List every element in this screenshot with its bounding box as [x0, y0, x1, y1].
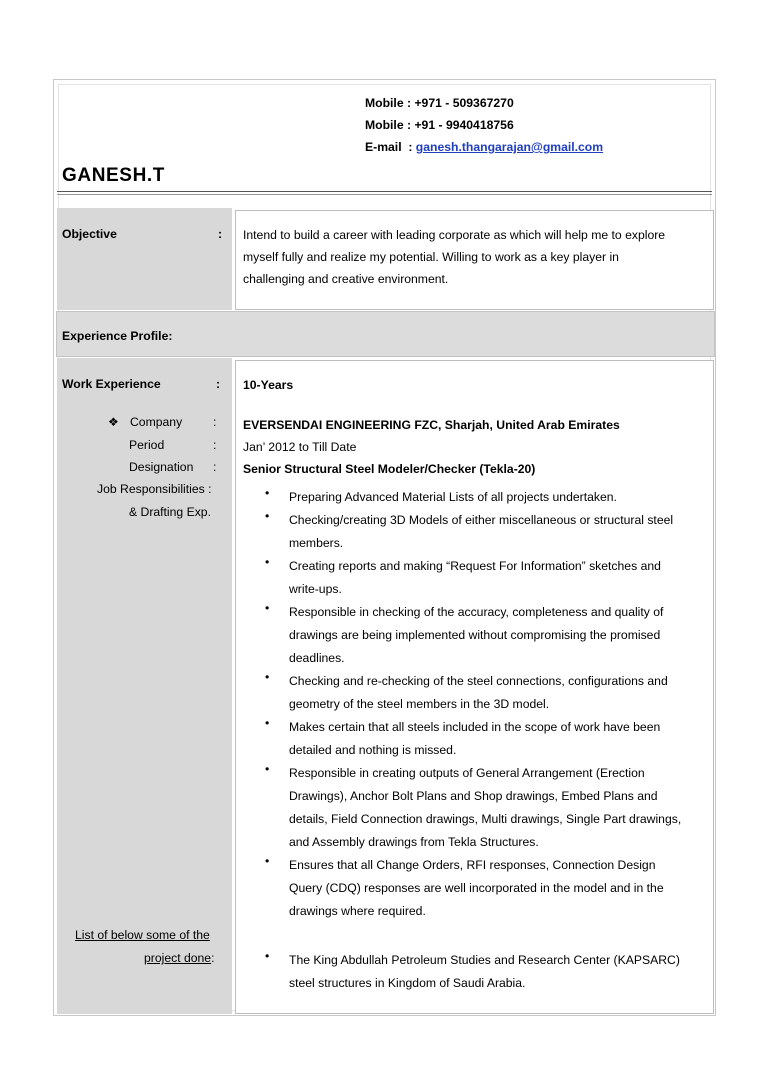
experience-years: 10-Years: [243, 378, 294, 392]
responsibility-item: [265, 555, 707, 601]
bullet-icon: •: [265, 854, 270, 868]
responsibility-line: Responsible in creating outputs of General Arrangement (Erection: [289, 766, 645, 780]
responsibility-item: [265, 762, 707, 854]
mobile-uae-label: Mobile :: [365, 96, 412, 110]
responsibility-line: Drawings), Anchor Bolt Plans and Shop drawings, Embed Plans and: [289, 789, 658, 803]
responsibility-line: Makes certain that all steels included in the scope of work have been: [289, 720, 661, 734]
mobile-india-value: +91 - 9940418756: [414, 118, 514, 132]
work-label-column: [57, 358, 232, 1014]
name-divider: [57, 191, 712, 192]
responsibility-item: [265, 486, 707, 509]
responsibility-line: details, Field Connection drawings, Multi drawings, Single Part drawings,: [289, 812, 682, 826]
responsibility-line: Checking and re-checking of the steel connections, configurations and: [289, 674, 668, 688]
candidate-name: GANESH.T: [62, 165, 165, 186]
company-bullet-icon: ❖: [108, 415, 119, 429]
company-colon: :: [213, 415, 217, 429]
designation-label: Designation: [129, 460, 194, 474]
responsibility-line: Responsible in checking of the accuracy, completeness and quality of: [289, 605, 664, 619]
objective-label: Objective: [62, 227, 117, 241]
email: [365, 140, 603, 154]
project-line: The King Abdullah Petroleum Studies and Research Center (KAPSARC): [289, 953, 680, 967]
responsibility-line: Checking/creating 3D Models of either miscellaneous or structural steel: [289, 513, 674, 527]
responsibility-line: drawings are being implemented without compromising the promised: [289, 628, 661, 642]
bullet-icon: •: [265, 949, 270, 963]
period-label: Period: [129, 438, 165, 452]
designation-value: Senior Structural Steel Modeler/Checker (Tekla-20): [243, 462, 536, 476]
work-experience-label: Work Experience: [62, 377, 161, 391]
responsibility-line: Creating reports and making “Request For Information” sketches and: [289, 559, 661, 573]
project-line: steel structures in Kingdom of Saudi Arabia.: [289, 976, 526, 990]
responsibility-line: Query (CDQ) responses are well incorporated in the model and in the: [289, 881, 664, 895]
responsibility-item: [265, 854, 707, 923]
responsibility-line: Ensures that all Change Orders, RFI responses, Connection Design: [289, 858, 656, 872]
mobile-india-label: Mobile :: [365, 118, 412, 132]
projects-label-line-2: [144, 951, 214, 965]
mobile-uae-value: +971 - 509367270: [414, 96, 514, 110]
company-label: Company: [130, 415, 183, 429]
work-experience-colon: :: [216, 377, 221, 391]
designation-colon: :: [213, 460, 217, 474]
period-colon: :: [213, 438, 217, 452]
responsibility-line: and Assembly drawings from Tekla Structures.: [289, 835, 539, 849]
bullet-icon: •: [265, 670, 270, 684]
bullet-icon: •: [265, 486, 270, 500]
email-link[interactable]: ganesh.thangarajan@gmail.com: [415, 140, 604, 154]
responsibility-line: deadlines.: [289, 651, 345, 665]
period-value: Jan’ 2012 to Till Date: [243, 440, 357, 454]
bullet-icon: •: [265, 555, 270, 569]
projects-label-text-2: project done: [144, 951, 212, 965]
email-label: E-mail :: [365, 140, 413, 154]
bullet-icon: •: [265, 762, 270, 776]
objective-colon: :: [218, 227, 223, 241]
job-responsibilities-label: Job Responsibilities :: [97, 482, 212, 496]
projects-label-colon: :: [211, 951, 215, 965]
company-value: EVERSENDAI ENGINEERING FZC, Sharjah, United Arab Emirates: [243, 418, 620, 432]
responsibility-item: [265, 716, 707, 762]
experience-profile-heading: Experience Profile:: [62, 329, 173, 343]
projects-label-line-1: [75, 928, 210, 942]
responsibility-item: [265, 601, 707, 670]
drafting-exp-label: & Drafting Exp.: [129, 505, 211, 519]
project-item: [265, 949, 707, 995]
objective-line-1: Intend to build a career with leading corporate as which will help me to explore: [243, 228, 666, 242]
responsibility-line: detailed and nothing is missed.: [289, 743, 457, 757]
responsibility-line: members.: [289, 536, 344, 550]
mobile-india: [365, 118, 514, 132]
bullet-icon: •: [265, 509, 270, 523]
responsibility-item: [265, 509, 707, 555]
bullet-icon: •: [265, 601, 270, 615]
mobile-uae: [365, 96, 514, 110]
name-divider-thin: [57, 194, 712, 195]
objective-line-3: challenging and creative environment.: [243, 272, 449, 286]
objective-line-2: myself fully and realize my potential. Willing to work as a key player in: [243, 250, 619, 264]
objective-label-cell: [57, 208, 232, 310]
responsibility-line: geometry of the steel members in the 3D model.: [289, 697, 550, 711]
responsibility-line: Preparing Advanced Material Lists of all projects undertaken.: [289, 490, 617, 504]
responsibility-item: [265, 670, 707, 716]
bullet-icon: •: [265, 716, 270, 730]
projects-label-text-1: List of below some of the: [75, 928, 210, 942]
responsibility-line: write-ups.: [289, 582, 342, 596]
responsibility-line: drawings where required.: [289, 904, 426, 918]
